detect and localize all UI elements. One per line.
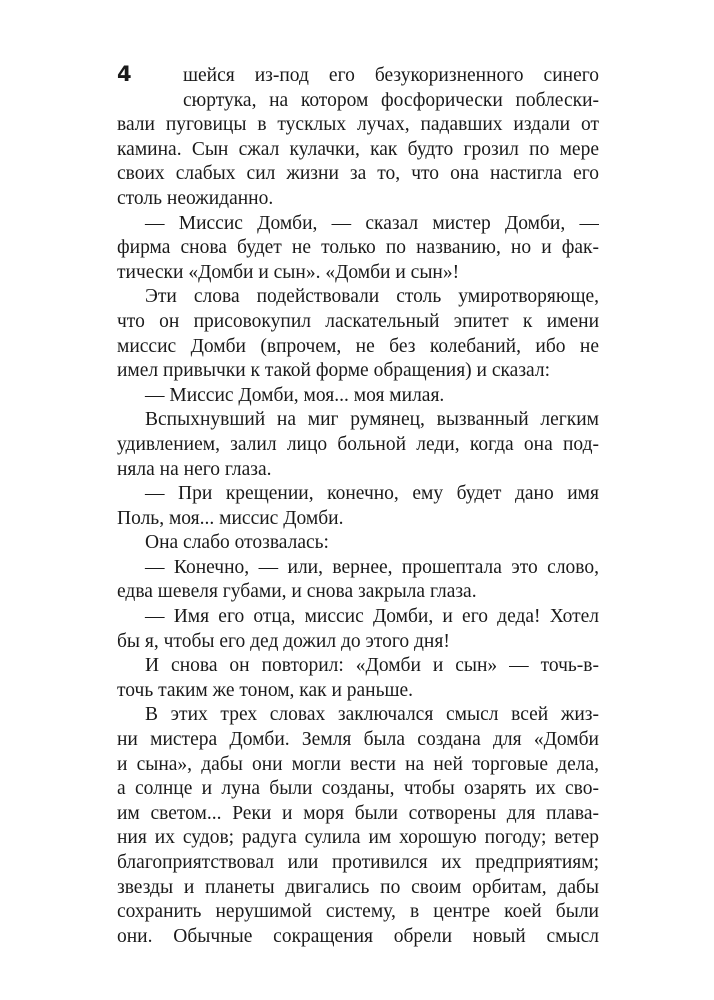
text-line: — При крещении, конечно, ему будет дано имя: [145, 483, 599, 505]
text-line: едва шевеля губами, и снова закрыла глаза.: [117, 581, 477, 603]
text-line: Поль, моя... миссис Домби.: [117, 507, 344, 529]
text-line: удивлением, залил лицо больной леди, когда она под-: [117, 433, 599, 455]
text-line: благоприятствовал или противился их предприятиям;: [117, 852, 599, 873]
text-line: — Миссис Домби, — сказал мистер Домби, —: [145, 212, 599, 234]
text-line: сюртука, на котором фосфорически поблески-: [183, 89, 599, 111]
text-line: Она слабо отозвалась:: [145, 532, 329, 554]
text-line: миссис Домби (впрочем, не без колебаний, ибо не: [117, 335, 599, 357]
text-line: тически «Домби и сын». «Домби и сын»!: [117, 261, 460, 283]
text-line: В этих трех словах заключался смысл всей жиз-: [145, 704, 599, 726]
text-line: Эти слова подействовали столь умиротворяюще,: [145, 286, 599, 308]
text-line: бы я, чтобы его дед дожил до этого дня!: [117, 630, 450, 652]
text-line: Вспыхнувший на миг румянец, вызванный легким: [145, 409, 599, 431]
text-line: столь неожиданно.: [117, 187, 274, 209]
text-line: — Имя его отца, миссис Домби, и его деда! Хотел: [145, 606, 599, 628]
text-line: няла на него глаза.: [117, 458, 272, 480]
body-text: [117, 64, 599, 949]
text-line: вали пуговицы в тусклых лучах, падавших издали от: [117, 114, 599, 136]
text-line: фирма снова будет не только по названию, но и фак-: [117, 237, 599, 259]
text-line: И снова он повторил: «Домби и сын» — точь-в-: [145, 655, 599, 677]
text-line: они. Обычные сокращения обрели новый смысл: [117, 925, 599, 947]
text-line: ния их судов; радуга сулила им хорошую погоду; ветер: [117, 827, 599, 849]
text-line: своих слабых сил жизни за то, что она настигла его: [117, 163, 599, 185]
text-line: — Миссис Домби, моя... моя милая.: [145, 384, 445, 406]
text-line: звезды и планеты двигались по своим орбитам, дабы: [117, 876, 599, 898]
text-line: что он присовокупил ласкательный эпитет к имени: [117, 310, 599, 332]
text-line: шейся из-под его безукоризненного синего: [183, 65, 599, 86]
text-line: имел привычки к такой форме обращения) и сказал:: [117, 360, 551, 382]
text-line: им светом... Реки и моря были сотворены для плава-: [117, 802, 599, 824]
text-line: ни мистера Домби. Земля была создана для «Домби: [117, 729, 599, 751]
page-number: 4: [117, 62, 132, 86]
text-line: точь таким же тоном, как и раньше.: [117, 679, 414, 701]
text-line: и сына», дабы они могли вести на ней торговые дела,: [117, 753, 599, 775]
text-line: сохранить нерушимой систему, в центре коей были: [117, 901, 599, 923]
text-line: камина. Сын сжал кулачки, как будто грозил по мере: [117, 138, 599, 160]
text-line: а солнце и луна были созданы, чтобы озарять их сво-: [117, 778, 599, 800]
text-line: — Конечно, — или, вернее, прошептала это слово,: [145, 556, 599, 578]
